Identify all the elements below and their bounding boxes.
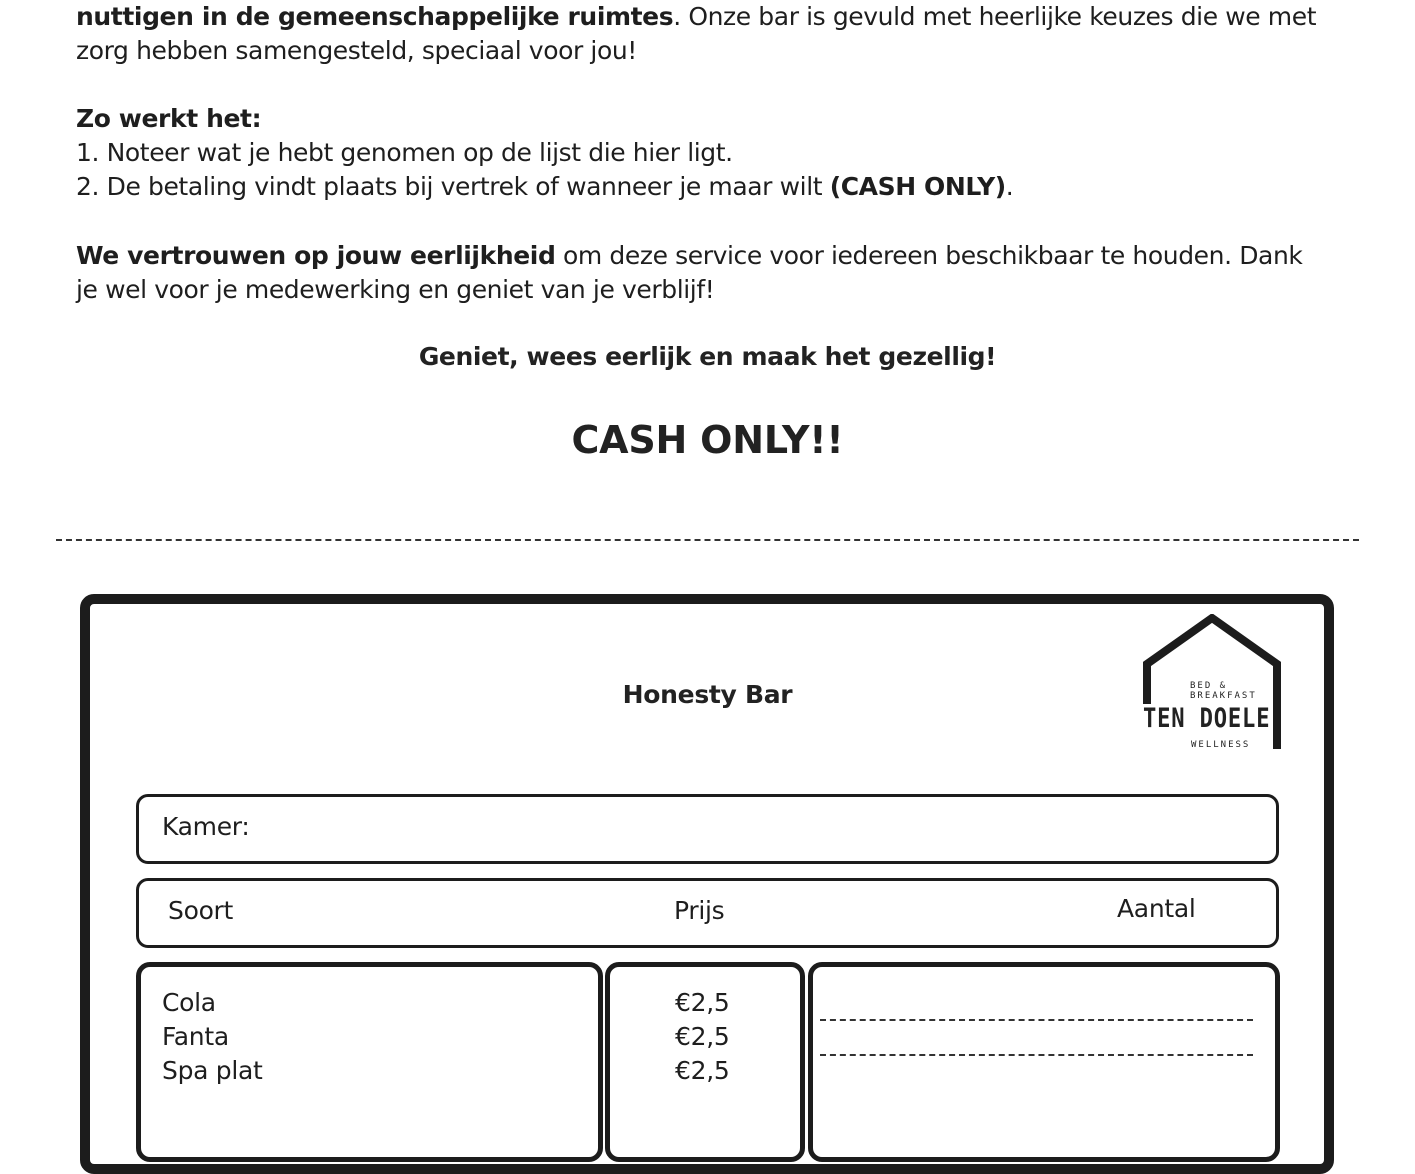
header-type: Soort [168,896,234,925]
how-it-works-step-2 [76,170,1013,204]
room-label: Kamer: [162,812,250,841]
item-name: Spa plat [162,1056,263,1085]
how-it-works-title [76,102,261,136]
step-2-cash-only: (CASH ONLY) [829,172,1006,201]
intro-bold: nuttigen in de gemeenschappelijke ruimtes [76,2,674,31]
item-price: €2,5 [675,1022,730,1051]
step-2-text: 2. De betaling vindt plaats bij vertrek of wanneer je maar wilt [76,172,830,201]
room-field[interactable] [136,794,1279,864]
item-name: Cola [162,988,216,1017]
trust-rest: om deze service voor iedereen beschikbaar te houden. Dank je wel voor je medewerking en geniet van je verblijf! [76,241,1303,304]
item-price: €2,5 [675,1056,730,1085]
header-price: Prijs [674,896,725,925]
header-quantity: Aantal [1117,894,1196,923]
intro-rest: . Onze bar is gevuld met heerlijke keuzes die we met zorg hebben samengesteld, speciaal voor jou! [76,2,1317,65]
cash-only-heading: CASH ONLY!! [571,418,844,462]
quantity-line[interactable] [820,1054,1253,1056]
trust-bold: We vertrouwen op jouw eerlijkheid [76,241,556,270]
logo-subtitle-bottom: WELLNESS [1191,740,1251,750]
item-quantity-column [808,962,1280,1162]
how-it-works-step-1: 1. Noteer wat je hebt genomen op de lijst die hier ligt. [76,138,733,167]
quantity-line[interactable] [820,1019,1253,1021]
logo-subtitle-top: BED & BREAKFAST [1190,681,1257,701]
logo-name: TEN DOELE [1143,703,1271,734]
cut-line-divider [56,539,1359,541]
item-name: Fanta [162,1022,229,1051]
card-title: Honesty Bar [622,680,793,709]
slogan: Geniet, wees eerlijk en maak het gezellig! [418,342,997,371]
step-2-period: . [1005,172,1014,201]
intro-paragraph [76,0,1336,68]
trust-paragraph [76,239,1316,307]
how-it-works-title-text: Zo werkt het: [76,104,262,133]
item-price: €2,5 [675,988,730,1017]
